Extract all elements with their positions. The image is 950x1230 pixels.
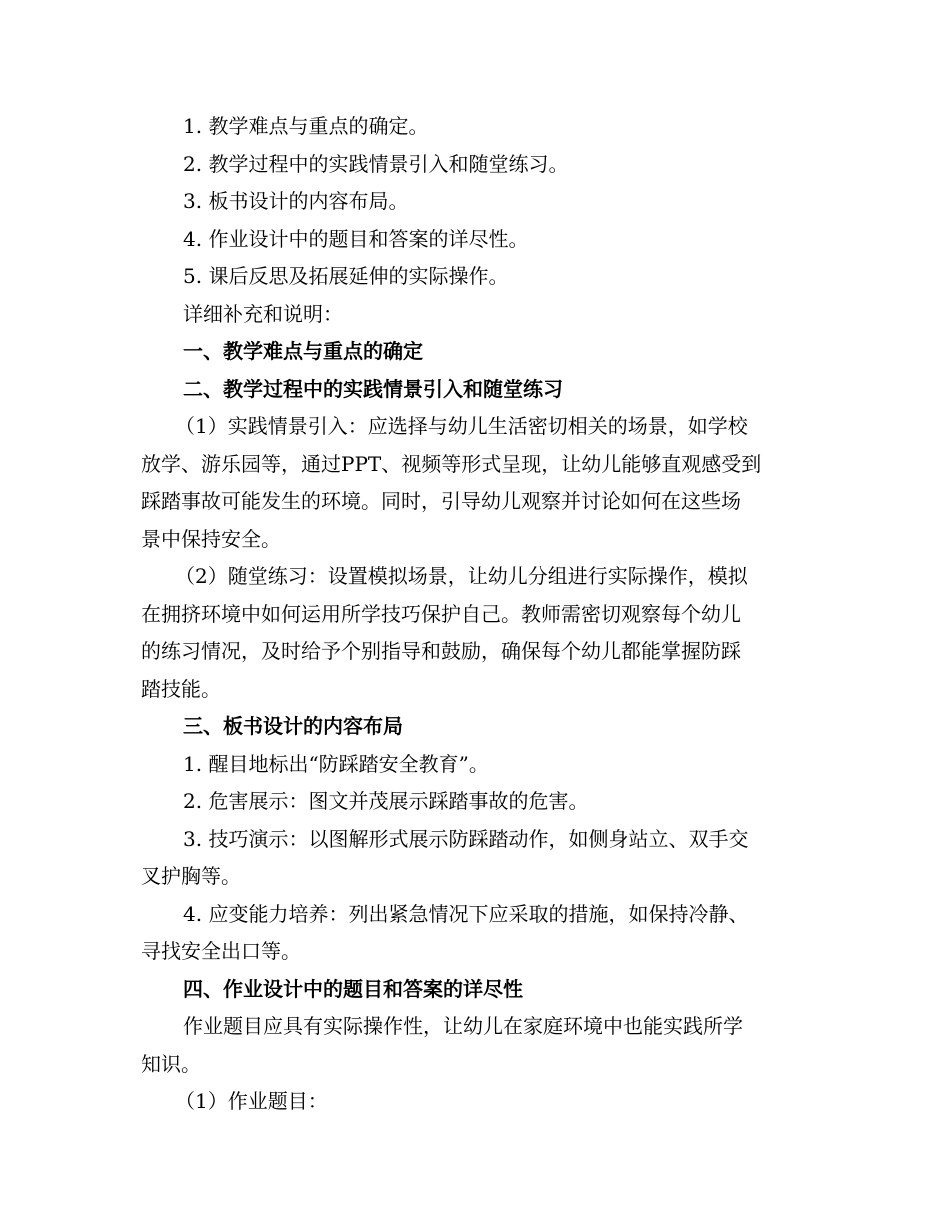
- list-item-5: 5. 课后反思及拓展延伸的实际操作。: [183, 264, 509, 288]
- section4-heading: 四、作业设计中的题目和答案的详尽性: [183, 976, 523, 1001]
- section4-para-line2: 知识。: [141, 1051, 201, 1076]
- section2-para2-line4: 踏技能。: [141, 676, 221, 701]
- section2-para2-line3: 的练习情况，及时给予个别指导和鼓励，确保每个幼儿都能掌握防踩: [141, 639, 741, 663]
- section2-para2-line2: 在拥挤环境中如何运用所学技巧保护自己。教师需密切观察每个幼儿: [141, 601, 741, 626]
- list-item-3: 3. 板书设计的内容布局。: [183, 189, 409, 213]
- section2-para1-line3: 踩踏事故可能发生的环境。同时，引导幼儿观察并讨论如何在这些场: [141, 489, 741, 513]
- list-item-1: 1. 教学难点与重点的确定。: [183, 114, 429, 138]
- section3-item4-line2: 寻找安全出口等。: [141, 939, 301, 963]
- list-item-2: 2. 教学过程中的实践情景引入和随堂练习。: [183, 151, 569, 176]
- section2-para1-line2: 放学、游乐园等，通过PPT、视频等形式呈现，让幼儿能够直观感受到: [141, 451, 762, 476]
- section3-item4-line1: 4. 应变能力培养：列出紧急情况下应采取的措施，如保持冷静、: [183, 901, 749, 926]
- section3-item3-line2: 叉护胸等。: [141, 864, 241, 888]
- section4-sub1: （1）作业题目：: [175, 1089, 328, 1113]
- section2-heading: 二、教学过程中的实践情景引入和随堂练习: [183, 376, 563, 401]
- section3-heading: 三、板书设计的内容布局: [183, 714, 403, 738]
- list-item-4: 4. 作业设计中的题目和答案的详尽性。: [183, 226, 529, 251]
- intro-text: 详细补充和说明：: [183, 301, 343, 326]
- section4-para-line1: 作业题目应具有实际操作性，让幼儿在家庭环境中也能实践所学: [183, 1014, 743, 1038]
- section1-heading: 一、教学难点与重点的确定: [183, 339, 423, 363]
- section3-item1: 1. 醒目地标出“防踩踏安全教育”。: [183, 751, 489, 776]
- document-body: [141, 108, 811, 1121]
- section2-para1-line4: 景中保持安全。: [141, 526, 281, 551]
- section2-para1-line1: （1）实践情景引入：应选择与幼儿生活密切相关的场景，如学校: [175, 414, 748, 438]
- section3-item3-line1: 3. 技巧演示：以图解形式展示防踩踏动作，如侧身站立、双手交: [183, 826, 749, 851]
- section2-para2-line1: （2）随堂练习：设置模拟场景，让幼儿分组进行实际操作，模拟: [175, 564, 748, 588]
- section3-item2: 2. 危害展示：图文并茂展示踩踏事故的危害。: [183, 789, 589, 813]
